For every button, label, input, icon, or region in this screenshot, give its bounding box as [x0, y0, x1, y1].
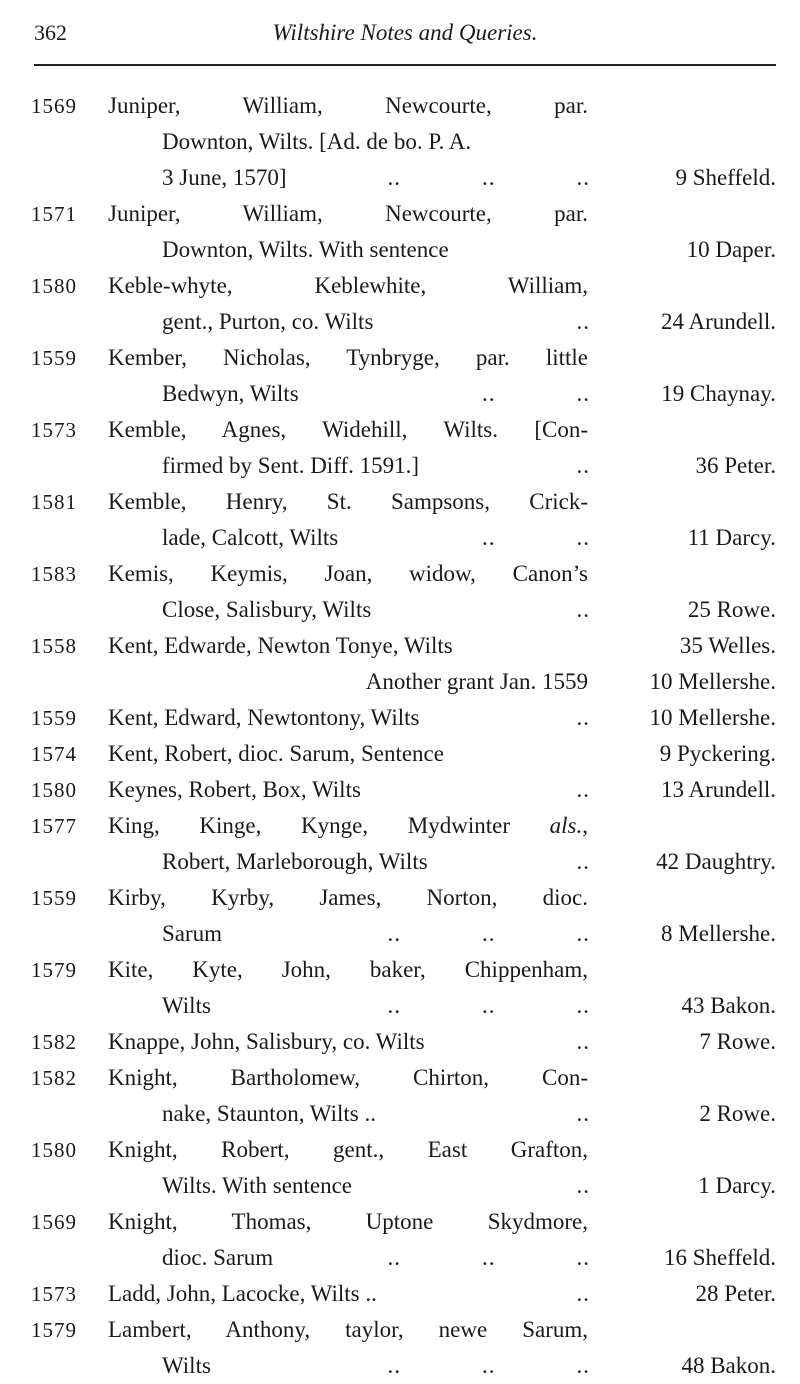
entry-year: 1581 [31, 490, 77, 514]
entry-year: 1577 [31, 814, 77, 838]
entry-text: Kirby, Kyrby, James, Norton, dioc. [108, 885, 588, 910]
leader-dots: .. [576, 777, 590, 802]
entries-list [0, 88, 800, 1384]
entry-year: 1558 [31, 634, 77, 658]
entry-line [0, 1240, 800, 1276]
entry-text: Kember, Nicholas, Tynbryge, par. little [108, 345, 588, 370]
entry-year: 1580 [31, 778, 77, 802]
entry-line [0, 1204, 800, 1240]
entry-text: Sarum [162, 921, 223, 946]
entry-text: Keble-whyte, Keblewhite, William, [108, 273, 588, 298]
entry-line [0, 88, 800, 124]
register-entry [0, 1204, 800, 1276]
entry-text: Juniper, William, Newcourte, par. [108, 93, 588, 118]
register-entry [0, 196, 800, 268]
header-rule [34, 64, 776, 66]
leader-dots: .. [576, 309, 590, 334]
entry-text: Downton, Wilts. [Ad. de bo. P. A. [162, 129, 472, 154]
entry-line [0, 304, 800, 340]
entry-year: 1559 [31, 886, 77, 910]
entry-text: King, Kinge, Kynge, Mydwinter als., [108, 813, 588, 838]
entry-line [0, 808, 800, 844]
entry-line [0, 664, 800, 700]
entry-year: 1569 [31, 94, 77, 118]
entry-line [0, 1024, 800, 1060]
leader-dots: .. [576, 849, 590, 874]
register-entry [0, 772, 800, 808]
entry-line [0, 916, 800, 952]
entry-line [0, 844, 800, 880]
register-entry [0, 412, 800, 484]
entry-line [0, 592, 800, 628]
leader-dots: .. [576, 1101, 590, 1126]
entry-text: Robert, Marleborough, Wilts [162, 849, 428, 874]
entry-year: 1582 [31, 1030, 77, 1054]
entry-line [0, 1276, 800, 1312]
leader-dots: .. [576, 453, 590, 478]
leader-dots: .. .. [482, 525, 590, 550]
folio-reference: 10 Mellershe. [649, 669, 776, 694]
entry-line [0, 160, 800, 196]
folio-reference: 7 Rowe. [699, 1029, 776, 1054]
register-entry [0, 1060, 800, 1132]
folio-reference: 1 Darcy. [698, 1173, 776, 1198]
entry-text: Knight, Robert, gent., East Grafton, [108, 1137, 588, 1162]
entry-year: 1571 [31, 202, 77, 226]
register-entry [0, 484, 800, 556]
register-entry [0, 1132, 800, 1204]
entry-line [0, 1348, 800, 1384]
entry-line [0, 1168, 800, 1204]
folio-reference: 11 Darcy. [687, 525, 776, 550]
register-entry [0, 736, 800, 772]
entry-year: 1574 [31, 742, 77, 766]
entry-line [0, 232, 800, 268]
folio-reference: 9 Pyckering. [659, 741, 776, 766]
entry-year: 1580 [31, 274, 77, 298]
entry-line [0, 376, 800, 412]
leader-dots: .. .. .. [387, 921, 590, 946]
entry-text: Close, Salisbury, Wilts [162, 597, 372, 622]
leader-dots: .. [576, 705, 590, 730]
entry-text: Knight, Thomas, Uptone Skydmore, [108, 1209, 588, 1234]
entry-year: 1569 [31, 1210, 77, 1234]
entry-text: dioc. Sarum [162, 1245, 274, 1270]
folio-reference: 35 Welles. [679, 633, 776, 658]
entry-line [0, 772, 800, 808]
register-entry [0, 1312, 800, 1384]
folio-reference: 48 Bakon. [681, 1353, 776, 1378]
register-entry [0, 1276, 800, 1312]
entry-line [0, 124, 800, 160]
entry-year: 1582 [31, 1066, 77, 1090]
folio-reference: 9 Sheffeld. [675, 165, 776, 190]
leader-dots: .. [576, 1173, 590, 1198]
entry-year: 1559 [31, 346, 77, 370]
entry-line [0, 736, 800, 772]
entry-year: 1573 [31, 1282, 77, 1306]
entry-text: Kent, Edward, Newtontony, Wilts [108, 705, 420, 730]
entry-year: 1573 [31, 418, 77, 442]
entry-line [0, 268, 800, 304]
page-header [34, 14, 776, 54]
folio-reference: 42 Daughtry. [656, 849, 776, 874]
entry-text: Ladd, John, Lacocke, Wilts .. [108, 1281, 377, 1306]
entry-text: Downton, Wilts. With sentence [162, 237, 449, 262]
folio-reference: 13 Arundell. [661, 777, 776, 802]
entry-year: 1579 [31, 958, 77, 982]
leader-dots: .. .. .. [387, 1353, 590, 1378]
folio-reference: 10 Daper. [686, 237, 776, 262]
entry-text: Knappe, John, Salisbury, co. Wilts [108, 1029, 425, 1054]
entry-line [0, 1312, 800, 1348]
entry-text: Keynes, Robert, Box, Wilts [108, 777, 361, 802]
folio-reference: 2 Rowe. [699, 1101, 776, 1126]
leader-dots: .. [576, 1281, 590, 1306]
entry-text: Juniper, William, Newcourte, par. [108, 201, 588, 226]
folio-reference: 28 Peter. [695, 1281, 776, 1306]
entry-year: 1583 [31, 562, 77, 586]
leader-dots: .. .. .. [387, 993, 590, 1018]
entry-line [0, 196, 800, 232]
entry-text: Kent, Edwarde, Newton Tonye, Wilts [108, 633, 453, 658]
entry-text: nake, Staunton, Wilts .. [162, 1101, 376, 1126]
entry-line [0, 448, 800, 484]
entry-year: 1579 [31, 1318, 77, 1342]
register-entry [0, 268, 800, 340]
folio-reference: 10 Mellershe. [649, 705, 776, 730]
register-entry [0, 700, 800, 736]
entry-line [0, 700, 800, 736]
register-entry [0, 556, 800, 628]
folio-reference: 36 Peter. [695, 453, 776, 478]
entry-text: Lambert, Anthony, taylor, newe Sarum, [108, 1317, 588, 1342]
entry-text: lade, Calcott, Wilts [162, 525, 339, 550]
leader-dots: .. .. .. [387, 165, 590, 190]
folio-reference: 25 Rowe. [687, 597, 776, 622]
leader-dots: .. [576, 1029, 590, 1054]
entry-text: 3 June, 1570] [162, 165, 287, 190]
entry-line [0, 1096, 800, 1132]
register-entry [0, 880, 800, 952]
entry-line [0, 988, 800, 1024]
entry-text: Kent, Robert, dioc. Sarum, Sentence [108, 741, 444, 766]
entry-year: 1559 [31, 706, 77, 730]
entry-line [0, 412, 800, 448]
leader-dots: .. [576, 597, 590, 622]
entry-text: Kemis, Keymis, Joan, widow, Canon’s [108, 561, 588, 586]
folio-reference: 8 Mellershe. [661, 921, 776, 946]
entry-text: Kite, Kyte, John, baker, Chippenham, [108, 957, 588, 982]
entry-text: Wilts [162, 1353, 211, 1378]
entry-text: Wilts [162, 993, 211, 1018]
entry-line [0, 1132, 800, 1168]
register-entry [0, 952, 800, 1024]
entry-line [0, 556, 800, 592]
folio-reference: 19 Chaynay. [661, 381, 776, 406]
entry-line [0, 880, 800, 916]
entry-text: Kemble, Agnes, Widehill, Wilts. [Con- [108, 417, 588, 442]
register-entry [0, 808, 800, 880]
register-entry [0, 88, 800, 196]
entry-text: firmed by Sent. Diff. 1591.] [162, 453, 420, 478]
entry-line [0, 340, 800, 376]
page-number: 362 [34, 20, 67, 45]
entry-text: gent., Purton, co. Wilts [162, 309, 374, 334]
entry-year: 1580 [31, 1138, 77, 1162]
leader-dots: .. .. [482, 381, 590, 406]
register-entry [0, 340, 800, 412]
entry-text: Knight, Bartholomew, Chirton, Con- [108, 1065, 588, 1090]
alias-abbreviation: als. [549, 813, 583, 838]
entry-line [0, 628, 800, 664]
entry-line [0, 484, 800, 520]
running-title: Wiltshire Notes and Queries. [272, 20, 538, 45]
entry-text: Wilts. With sentence [162, 1173, 352, 1198]
register-entry [0, 628, 800, 700]
entry-text: Kemble, Henry, St. Sampsons, Crick- [108, 489, 588, 514]
entry-line [0, 1060, 800, 1096]
register-entry [0, 1024, 800, 1060]
entry-line [0, 520, 800, 556]
entry-line [0, 952, 800, 988]
entry-text: Another grant Jan. 1559 [365, 669, 588, 694]
leader-dots: .. .. .. [387, 1245, 590, 1270]
folio-reference: 16 Sheffeld. [663, 1245, 776, 1270]
folio-reference: 24 Arundell. [661, 309, 776, 334]
entry-text: Bedwyn, Wilts [162, 381, 299, 406]
folio-reference: 43 Bakon. [681, 993, 776, 1018]
